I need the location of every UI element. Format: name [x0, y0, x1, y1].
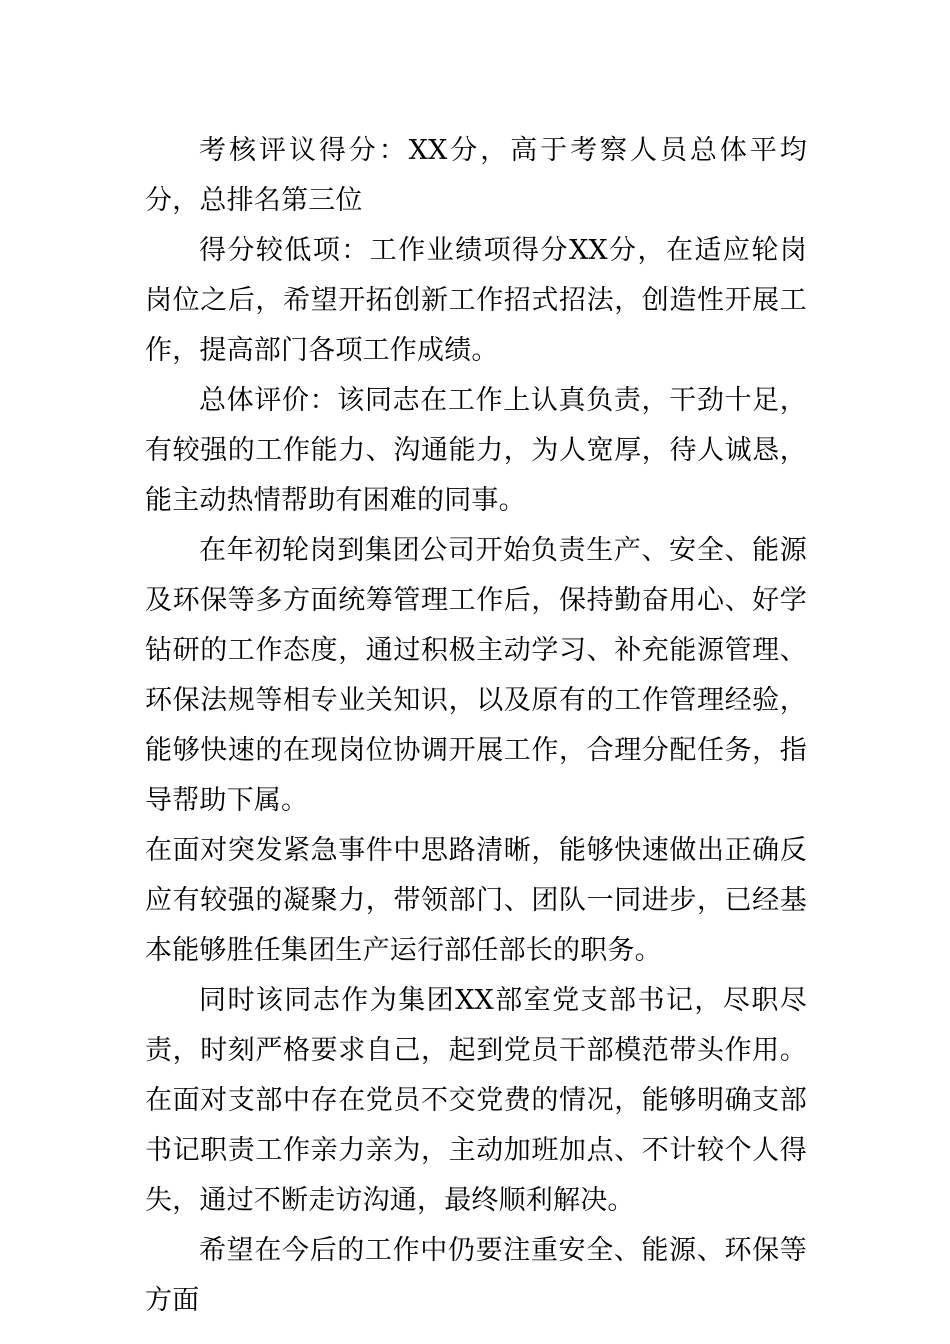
document-body — [145, 126, 807, 1326]
paragraph-assessment-score: 考核评议得分：XX分，高于考察人员总体平均分，总排名第三位 — [145, 135, 807, 216]
paragraph-low-score-item: 得分较低项：工作业绩项得分XX分，在适应轮岗岗位之后，希望开拓创新工作招式招法，创造性开展工作，提高部门各项工作成绩。 — [145, 235, 807, 366]
paragraph-future-hopes: 希望在今后的工作中仍要注重安全、能源、环保等方面 — [145, 1235, 807, 1316]
paragraph-emergency-handling: 在面对突发紧急事件中思路清晰，能够快速做出正确反应有较强的凝聚力，带领部门、团队一同进步，已经基本能够胜任集团生产运行部任部长的职务。 — [145, 835, 807, 966]
paragraph-overall-evaluation: 总体评价：该同志在工作上认真负责，干劲十足，有较强的工作能力、沟通能力，为人宽厚，待人诚恳，能主动热情帮助有困难的同事。 — [145, 385, 807, 516]
paragraph-rotation-work: 在年初轮岗到集团公司开始负责生产、安全、能源及环保等多方面统筹管理工作后，保持勤奋用心、好学钻研的工作态度，通过积极主动学习、补充能源管理、环保法规等相专业关知识，以及原有的工作管理经验，能够快速的在现岗位协调开展工作，合理分配任务，指导帮助下属。 — [145, 535, 807, 816]
paragraph-party-secretary: 同时该同志作为集团XX部室党支部书记，尽职尽责，时刻严格要求自己，起到党员干部模范带头作用。在面对支部中存在党员不交党费的情况，能够明确支部书记职责工作亲力亲为，主动加班加点、不计较个人得失，通过不断走访沟通，最终顺利解决。 — [145, 985, 807, 1216]
